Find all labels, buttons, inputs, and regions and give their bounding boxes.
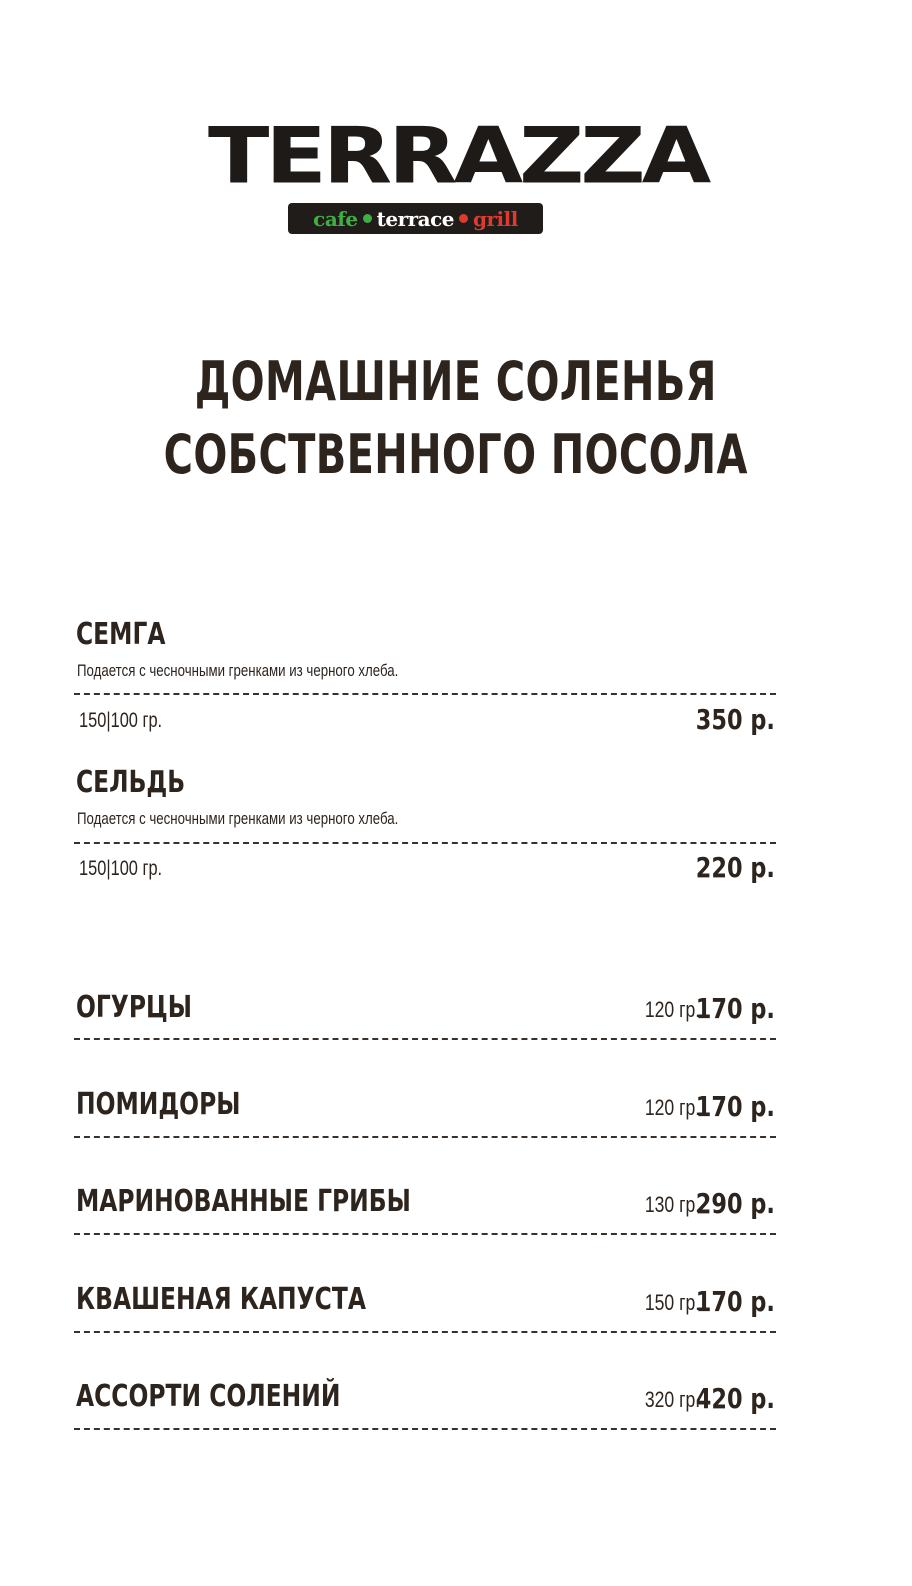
dish-name-seld: СЕЛЬДЬ xyxy=(76,765,186,800)
dish-name: КВАШЕНАЯ КАПУСТА xyxy=(76,1282,366,1317)
dotted-divider xyxy=(74,693,776,695)
dish-price: 220 р. xyxy=(695,851,775,884)
dish-description: Подается с чесночными гренками из черного хлеба. xyxy=(77,809,399,828)
brand-name: TERRAZZA xyxy=(208,111,708,202)
pepper-dot-icon xyxy=(459,214,468,223)
dotted-divider xyxy=(74,1038,776,1040)
dish-name: ОГУРЦЫ xyxy=(76,990,192,1025)
dish-price: 420 р. xyxy=(695,1382,775,1415)
dish-price: 350 р. xyxy=(695,703,775,736)
brand-tagline xyxy=(288,203,543,234)
dish-weight: 120 гр. xyxy=(644,997,700,1022)
tagline-grill: grill xyxy=(473,206,518,231)
dish-price: 170 р. xyxy=(695,1285,775,1318)
dish-price: 290 р. xyxy=(695,1187,775,1220)
dish-name-semga: СЕМГА xyxy=(76,617,166,652)
dotted-divider xyxy=(74,1233,776,1235)
dish-name: МАРИНОВАННЫЕ ГРИБЫ xyxy=(76,1184,411,1219)
section-title-line-2: СОБСТВЕННОГО ПОСОЛА xyxy=(163,423,749,486)
dish-weight: 150|100 гр. xyxy=(79,857,163,880)
tagline-terrace: terrace xyxy=(376,206,455,231)
leaf-dot-icon xyxy=(363,214,372,223)
dotted-divider xyxy=(74,1428,776,1430)
dish-weight: 130 гр. xyxy=(644,1192,700,1217)
dish-name: ПОМИДОРЫ xyxy=(76,1087,241,1122)
dish-weight: 320 гр. xyxy=(644,1387,700,1412)
dish-price: 170 р. xyxy=(695,992,775,1025)
brand-logo xyxy=(0,0,912,250)
dish-weight: 120 гр. xyxy=(644,1095,700,1120)
section-title-line-1: ДОМАШНИЕ СОЛЕНЬЯ xyxy=(194,350,718,413)
dotted-divider xyxy=(74,1331,776,1333)
dotted-divider xyxy=(74,842,776,844)
dish-weight: 150|100 гр. xyxy=(79,709,163,732)
dotted-divider xyxy=(74,1136,776,1138)
dish-description: Подается с чесночными гренками из черного хлеба. xyxy=(77,661,399,680)
tagline-cafe: cafe xyxy=(313,206,358,231)
dish-name: АССОРТИ СОЛЕНИЙ xyxy=(76,1379,341,1414)
dish-price: 170 р. xyxy=(695,1090,775,1123)
dish-weight: 150 гр. xyxy=(644,1290,700,1315)
